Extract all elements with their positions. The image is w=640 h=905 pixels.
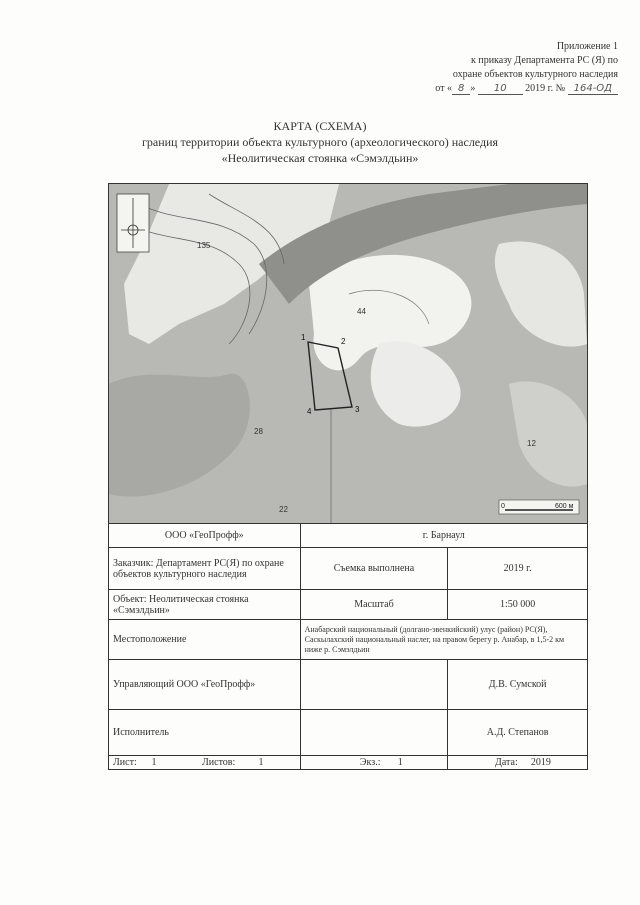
location-value-cell: Анабарский национальный (долгано-эвенкийский) улус (район) РС(Я), Саскылахский национальный наслег, на правом берегу р. Анабар, в 1,5-2 км ниже р. Сэмэлдьин <box>300 620 587 660</box>
title-line-1: КАРТА (СХЕМА) <box>273 119 367 133</box>
date-month: 10 <box>478 83 523 95</box>
sheet-info-cell <box>109 756 301 770</box>
copy-value: 1 <box>397 757 403 768</box>
scale-bar-zero: 0 <box>501 503 505 510</box>
sheets-value: 1 <box>258 757 264 768</box>
date-label: Дата: <box>495 757 518 768</box>
topographic-map <box>108 183 588 524</box>
date-cell <box>448 756 588 770</box>
sheet-label: Лист: <box>113 757 137 768</box>
title-line-3: «Неолитическая стоянка «Сэмэлдьин» <box>221 151 419 165</box>
appendix-date-line <box>358 82 618 96</box>
sheet-value: 1 <box>151 757 157 768</box>
map-label: 44 <box>357 307 366 316</box>
manager-signature-cell <box>300 660 448 710</box>
executor-signature-cell <box>300 710 448 756</box>
object-cell: Объект: Неолитическая стоянка «Сэмэлдьин» <box>109 590 301 620</box>
date-prefix: от « <box>435 83 452 94</box>
date-day: 8 <box>452 83 470 95</box>
company-cell: ООО «ГеоПрофф» <box>109 524 301 548</box>
copy-cell <box>300 756 448 770</box>
map-label: 28 <box>254 427 263 436</box>
appendix-block <box>358 40 618 96</box>
sheets-label: Листов: <box>202 757 236 768</box>
map-drawing <box>109 184 587 523</box>
manager-name-cell: Д.В. Сумской <box>448 660 588 710</box>
boundary-point-label: 4 <box>307 407 312 416</box>
appendix-line-3: охране объектов культурного наследия <box>452 69 618 80</box>
title-block-table <box>108 523 588 770</box>
document-title <box>0 118 640 166</box>
boundary-point-label: 2 <box>341 337 346 346</box>
survey-year-cell: 2019 г. <box>448 548 588 590</box>
executor-label-cell: Исполнитель <box>109 710 301 756</box>
date-value: 2019 <box>530 757 551 768</box>
map-label: 12 <box>527 439 536 448</box>
map-label: 22 <box>279 505 288 514</box>
scale-label-cell: Масштаб <box>300 590 448 620</box>
city-cell: г. Барнаул <box>300 524 587 548</box>
client-cell: Заказчик: Департамент РС(Я) по охране объектов культурного наследия <box>109 548 301 590</box>
boundary-point-label: 1 <box>301 333 306 342</box>
boundary-point-label: 3 <box>355 405 360 414</box>
date-sep: » <box>470 83 476 94</box>
scale-value-cell: 1:50 000 <box>448 590 588 620</box>
map-label: 135 <box>197 241 211 250</box>
location-label-cell: Местоположение <box>109 620 301 660</box>
title-line-2: границ территории объекта культурного (археологического) наследия <box>141 135 499 149</box>
survey-label-cell: Съемка выполнена <box>300 548 448 590</box>
executor-name-cell: А.Д. Степанов <box>448 710 588 756</box>
scale-bar-end: 600 м <box>555 503 574 510</box>
date-year: 2019 г. № <box>525 83 566 94</box>
copy-label: Экз.: <box>359 757 381 768</box>
appendix-line-1: Приложение 1 <box>556 41 618 52</box>
appendix-line-2: к приказу Департамента РС (Я) по <box>470 55 618 66</box>
manager-label-cell: Управляющий ООО «ГеоПрофф» <box>109 660 301 710</box>
doc-number: 164-ОД <box>568 83 618 95</box>
